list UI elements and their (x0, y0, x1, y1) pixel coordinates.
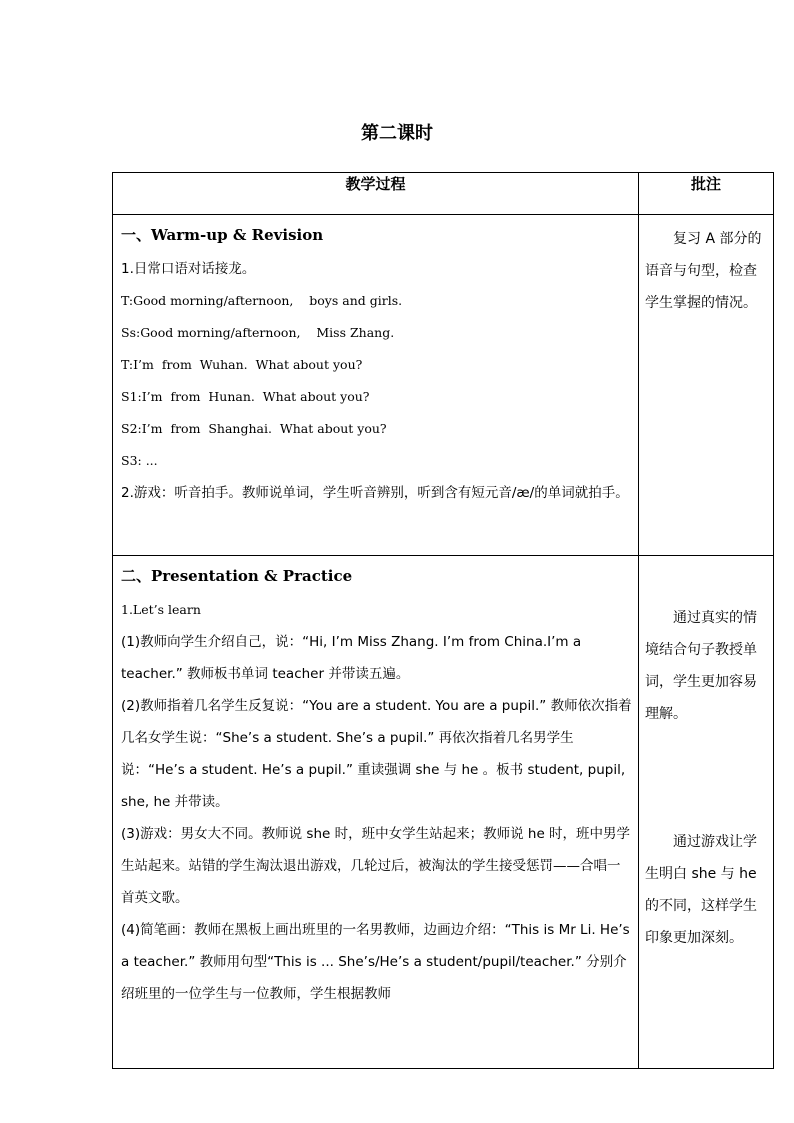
dialogue-line: Ss:Good morning/afternoon, Miss Zhang. (121, 325, 395, 340)
text-line: (2)教师指着几名学生反复说：“You are a student. You are a pupil.” 教师依次指着几名女学生说：“She’s a student. She’s a pupil.” 再依次指着几名男学生说：“He’s a student. He’s a pupil.” 重读强调 she 与 he 。板书 student, pupil, she, he 并带读。 (121, 698, 632, 810)
table-header-row (113, 173, 774, 215)
header-teaching-process: 教学过程 (113, 173, 639, 215)
text-line: 1.Let’s learn (121, 602, 201, 617)
note-text: 通过游戏让学生明白 she 与 he 的不同，这样学生印象更加深刻。 (645, 834, 757, 946)
text-line: 2.游戏：听音拍手。教师说单词，学生听音辨别，听到含有短元音/æ/的单词就拍手。 (121, 485, 629, 501)
lesson-plan-table (112, 172, 774, 1069)
text-line: (4)简笔画：教师在黑板上画出班里的一名男教师，边画边介绍：“This is Mr Li. He’s a teacher.” 教师用句型“This is ... She’s/He’s a student/pupil/teacher.” 分别介绍班里的一位学生与一位教师，学生根据教师 (121, 922, 630, 1002)
note-cell (639, 215, 774, 556)
note-cell (639, 556, 774, 1069)
table-row (113, 215, 774, 556)
table-row (113, 556, 774, 1069)
header-notes: 批注 (639, 173, 774, 215)
note-text: 复习 A 部分的语音与句型，检查学生掌握的情况。 (645, 231, 762, 311)
dialogue-line: T:Good morning/afternoon, boys and girls. (121, 293, 403, 308)
text-line: (3)游戏：男女大不同。教师说 she 时，班中女学生站起来；教师说 he 时，班中男学生站起来。站错的学生淘汰退出游戏，几轮过后，被淘汰的学生接受惩罚——合唱一首英文歌。 (121, 826, 631, 906)
section-heading: 一、Warm-up & Revision (121, 226, 324, 244)
dialogue-line: S3: ... (121, 453, 158, 468)
text-line: 1.日常口语对话接龙。 (121, 261, 256, 277)
section-heading: 二、Presentation & Practice (121, 567, 353, 585)
dialogue-line: S1:I’m from Hunan. What about you? (121, 389, 370, 404)
section-presentation (113, 556, 639, 1069)
note-text: 通过真实的情境结合句子教授单词，学生更加容易理解。 (645, 610, 757, 722)
spacer (645, 730, 769, 826)
dialogue-line: S2:I’m from Shanghai. What about you? (121, 421, 387, 436)
page-title: 第二课时 (361, 123, 433, 144)
text-line: (1)教师向学生介绍自己，说：“Hi, I’m Miss Zhang. I’m from China.I’m a teacher.” 教师板书单词 teacher 并带读五遍。 (121, 634, 582, 682)
section-warmup (113, 215, 639, 556)
dialogue-line: T:I’m from Wuhan. What about you? (121, 357, 363, 372)
